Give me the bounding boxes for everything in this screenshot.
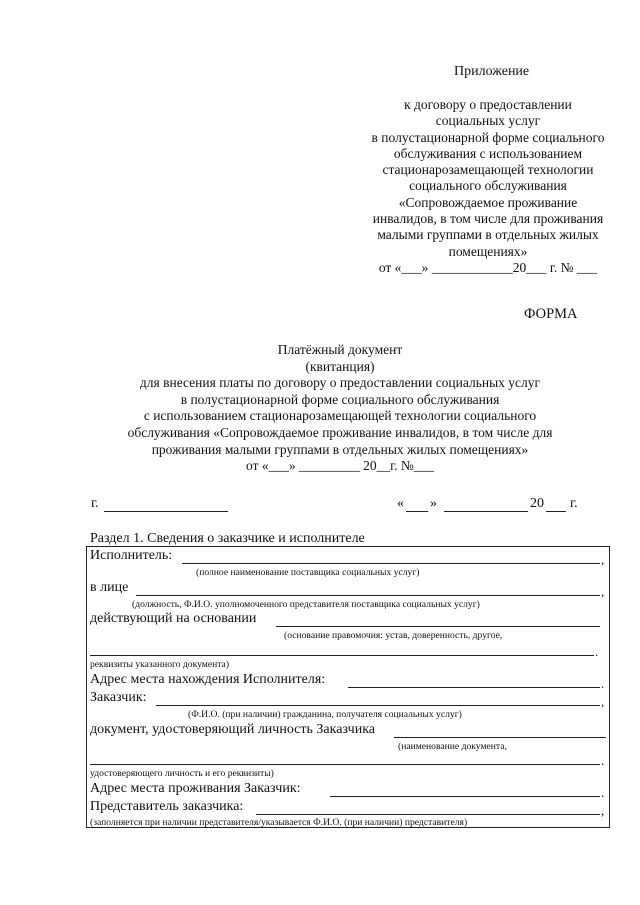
executor-hint: (полное наименование поставщика социальных услуг) (196, 567, 420, 578)
comma: , (601, 552, 605, 567)
form-label: ФОРМА (524, 306, 578, 322)
appendix-line: помещениях» (448, 243, 528, 259)
period: . (601, 785, 605, 800)
id-document-field-continued[interactable] (90, 764, 600, 765)
city-prefix: г. (91, 496, 99, 511)
representative-field[interactable] (256, 814, 600, 815)
executor-field[interactable] (182, 563, 600, 564)
month-field[interactable] (444, 511, 528, 512)
title-line: проживания малыми группами в отдельных жилых помещениях» (151, 441, 529, 457)
year-field[interactable] (546, 511, 566, 512)
customer-address-field[interactable] (330, 796, 600, 797)
customer-address-label: Адрес места проживания Заказчик: (90, 781, 301, 796)
date-close-quote: » (430, 496, 437, 511)
title-line: обслуживания «Сопровождаемое проживание инвалидов, в том числе для (127, 424, 553, 440)
title-line: Платёжный документ (277, 342, 403, 357)
representative-hint: (заполняется при наличии представителя/указывается Ф.И.О. (при наличии) представителя) (90, 817, 468, 828)
year-prefix: 20 (530, 496, 544, 511)
comma: , (601, 803, 605, 818)
executor-address-label: Адрес места нахождения Исполнителя: (90, 672, 326, 687)
id-document-label: документ, удостоверяющий личность Заказчика (90, 722, 376, 737)
title-line: от «___» _________ 20__г. №___ (246, 458, 434, 474)
in-person-field[interactable] (136, 595, 600, 596)
appendix-heading: Приложение (454, 64, 530, 79)
customer-label: Заказчик: (90, 690, 147, 705)
appendix-line: социальных услуг (435, 113, 541, 129)
period: . (601, 676, 605, 691)
executor-label: Исполнитель: (90, 548, 173, 563)
comma: , (601, 584, 605, 599)
appendix-line: малыми группами в отдельных жилых (377, 227, 599, 243)
title-line: с использованием стационарозамещающей технологии социального (143, 408, 537, 424)
basis-label: действующий на основании (90, 611, 257, 626)
date-open-quote: « (397, 496, 404, 511)
in-person-hint: (должность, Ф.И.О. уполномоченного представителя поставщика социальных услуг) (132, 599, 480, 610)
in-person-label: в лице (90, 580, 129, 595)
customer-hint: (Ф.И.О. (при наличии) гражданина, получателя социальных услуг) (188, 709, 462, 720)
executor-address-field[interactable] (348, 687, 600, 688)
basis-field-continued[interactable] (90, 655, 594, 656)
id-document-hint: (наименование документа, (398, 741, 507, 752)
appendix-date-line: от «___» ____________20___ г. № ___ (378, 259, 598, 275)
representative-label: Представитель заказчика: (90, 799, 244, 814)
appendix-text (352, 97, 624, 276)
document-title (60, 342, 620, 475)
basis-hint: (основание правомочия: устав, доверенность, другое, (284, 630, 503, 641)
id-document-field[interactable] (394, 737, 606, 738)
appendix-line: к договору о предоставлении (404, 97, 572, 112)
comma: , (601, 694, 605, 709)
period: . (595, 644, 599, 659)
period: . (601, 753, 605, 768)
city-field[interactable] (104, 511, 228, 512)
appendix-line: социального обслуживания (409, 178, 567, 194)
basis-hint-continued: реквизиты указанного документа) (90, 659, 230, 670)
appendix-line: в полустационарной форме социального (371, 129, 605, 145)
year-suffix: г. (570, 496, 578, 511)
appendix-line: обслуживания с использованием (393, 145, 583, 161)
id-document-hint-continued: удостоверяющего личность и его реквизиты) (90, 768, 274, 779)
customer-field[interactable] (156, 705, 600, 706)
section-title: Раздел 1. Сведения о заказчике и исполнителе (90, 531, 365, 546)
title-line: для внесения платы по договору о предоставлении социальных услуг (139, 375, 541, 391)
title-line: в полустационарной форме социального обслуживания (180, 391, 500, 407)
appendix-line: стационарозамещающей технологии (382, 162, 594, 178)
day-field[interactable] (406, 511, 428, 512)
basis-field[interactable] (276, 626, 600, 627)
title-line: (квитанция) (305, 358, 375, 374)
appendix-line: «Сопровождаемое проживание (398, 194, 578, 210)
appendix-line: инвалидов, в том числе для проживания (372, 211, 604, 227)
